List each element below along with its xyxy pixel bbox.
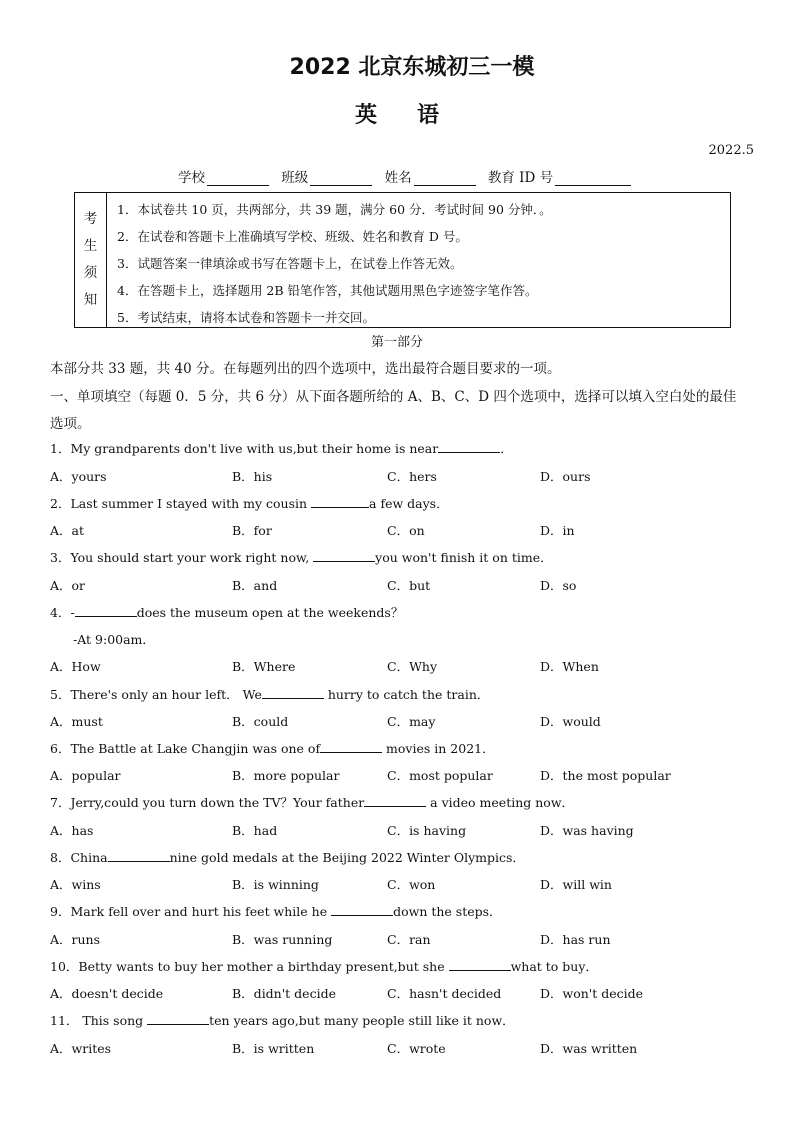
option-c: C．ran bbox=[387, 932, 431, 947]
answer-blank bbox=[438, 440, 500, 453]
question-response: -At 9:00am． bbox=[73, 632, 155, 647]
option-b: B．didn't decide bbox=[232, 986, 336, 1001]
option-a: A．at bbox=[50, 523, 85, 538]
option-a: A．writes bbox=[50, 1041, 112, 1056]
notes-side-char: 考 bbox=[83, 211, 98, 227]
option-a: A．must bbox=[50, 714, 103, 729]
option-d: D．will win bbox=[540, 877, 612, 892]
question-stem: 8．China nine gold medals at the Beijing 2022 Winter Olympics． bbox=[50, 850, 525, 865]
option-a: A．has bbox=[50, 823, 94, 838]
name-blank bbox=[414, 171, 476, 186]
class-label: 班级 bbox=[281, 170, 309, 186]
id-label: 教育 ID 号 bbox=[487, 170, 554, 186]
option-d: D．would bbox=[540, 714, 601, 729]
option-b: B．had bbox=[232, 823, 278, 838]
question-stem: 7．Jerry,could you turn down the TV？Your father a video meeting now． bbox=[50, 795, 575, 810]
notes-item: 4．在答题卡上，选择题用 2B 铅笔作答，其他试题用黑色字迹签字笔作答。 bbox=[117, 283, 538, 298]
notes-item: 5．考试结束，请将本试卷和答题卡一并交回。 bbox=[117, 310, 375, 325]
answer-blank bbox=[331, 903, 393, 916]
option-b: B．is winning bbox=[232, 877, 319, 892]
option-c: C．most popular bbox=[387, 768, 493, 783]
answer-blank bbox=[364, 794, 426, 807]
option-c: C．hers bbox=[387, 469, 437, 484]
name-label: 姓名 bbox=[384, 170, 412, 186]
question-stem: 2．Last summer I stayed with my cousin a few days． bbox=[50, 496, 449, 511]
option-a: A．wins bbox=[50, 877, 101, 892]
option-c: C．on bbox=[387, 523, 425, 538]
answer-blank bbox=[311, 495, 369, 508]
option-b: B．could bbox=[232, 714, 289, 729]
option-c: C．is having bbox=[387, 823, 467, 838]
answer-blank bbox=[449, 958, 511, 971]
option-b: B．for bbox=[232, 523, 272, 538]
exam-title: 2022 北京东城初三一模 bbox=[289, 55, 535, 80]
option-d: D．ours bbox=[540, 469, 591, 484]
option-d: D．When bbox=[540, 659, 599, 674]
option-d: D．in bbox=[540, 523, 575, 538]
option-c: C．may bbox=[387, 714, 436, 729]
answer-blank bbox=[313, 549, 375, 562]
exam-notes-box bbox=[74, 192, 731, 328]
option-a: A．yours bbox=[50, 469, 107, 484]
option-b: B．Where bbox=[232, 659, 296, 674]
option-b: B．more popular bbox=[232, 768, 340, 783]
school-blank bbox=[207, 171, 269, 186]
notes-side-char: 生 bbox=[83, 238, 98, 254]
option-a: A．popular bbox=[50, 768, 121, 783]
option-c: C．but bbox=[387, 578, 431, 593]
question-stem: 4．- does the museum open at the weekends？ bbox=[50, 605, 404, 620]
option-d: D．won't decide bbox=[540, 986, 644, 1001]
option-c: C．wrote bbox=[387, 1041, 446, 1056]
school-label: 学校 bbox=[178, 170, 205, 186]
question-stem: 9．Mark fell over and hurt his feet while he down the steps． bbox=[50, 904, 502, 919]
notes-item: 2．在试卷和答题卡上准确填写学校、班级、姓名和教育 D 号。 bbox=[117, 229, 468, 244]
question-stem: 6．The Battle at Lake Changjin was one of movies in 2021． bbox=[50, 741, 495, 756]
option-b: B．is written bbox=[232, 1041, 315, 1056]
option-a: A．doesn't decide bbox=[50, 986, 164, 1001]
id-blank bbox=[555, 171, 631, 186]
notes-item: 3．试题答案一律填涂或书写在答题卡上，在试卷上作答无效。 bbox=[117, 256, 463, 271]
option-d: D．has run bbox=[540, 932, 611, 947]
option-d: D．was written bbox=[540, 1041, 638, 1056]
answer-blank bbox=[320, 740, 382, 753]
option-b: B．his bbox=[232, 469, 273, 484]
section-title: 第一部分 bbox=[370, 335, 423, 350]
notes-side-label bbox=[75, 193, 107, 327]
option-c: C．Why bbox=[387, 659, 438, 674]
option-b: B．was running bbox=[232, 932, 333, 947]
option-d: D．so bbox=[540, 578, 577, 593]
notes-side-char: 须 bbox=[83, 265, 98, 281]
question-stem: 10．Betty wants to buy her mother a birthday present,but she what to buy． bbox=[50, 959, 598, 974]
option-d: D．was having bbox=[540, 823, 634, 838]
question-stem: 1．My grandparents don't live with us,but their home is near ． bbox=[50, 441, 513, 456]
option-b: B．and bbox=[232, 578, 278, 593]
option-a: A．or bbox=[50, 578, 86, 593]
option-d: D．the most popular bbox=[540, 768, 671, 783]
answer-blank bbox=[147, 1012, 209, 1025]
answer-blank bbox=[108, 849, 170, 862]
notes-item: 1．本试卷共 10 页，共两部分，共 39 题，满分 60 分．考试时间 90 分钟．。 bbox=[117, 202, 552, 217]
exam-date: 2022.5 bbox=[708, 143, 754, 158]
part-heading: 一、单项填空（每题 0．5 分，共 6 分）从下面各题所给的 A、B、C、D 四个选项中，选择可以填入空白处的最佳 bbox=[50, 389, 737, 405]
notes-side-char: 知 bbox=[83, 292, 98, 308]
question-stem: 5．There's only an hour left． We hurry to catch the train． bbox=[50, 687, 490, 702]
part-heading-cont: 选项。 bbox=[50, 416, 91, 432]
subject-title: 英语 bbox=[354, 103, 479, 128]
question-stem: 3．You should start your work right now, you won't finish it on time． bbox=[50, 550, 553, 565]
answer-blank bbox=[75, 604, 137, 617]
answer-blank bbox=[262, 686, 324, 699]
section-intro: 本部分共 33 题，共 40 分。在每题列出的四个选项中，选出最符合题目要求的一项。 bbox=[50, 361, 561, 377]
option-c: C．won bbox=[387, 877, 436, 892]
student-info-row bbox=[178, 166, 639, 186]
question-stem: 11． This song ten years ago,but many people still like it now． bbox=[50, 1013, 515, 1028]
notes-list bbox=[117, 196, 552, 331]
class-blank bbox=[310, 171, 372, 186]
option-c: C．hasn't decided bbox=[387, 986, 502, 1001]
option-a: A．runs bbox=[50, 932, 101, 947]
option-a: A．How bbox=[50, 659, 101, 674]
